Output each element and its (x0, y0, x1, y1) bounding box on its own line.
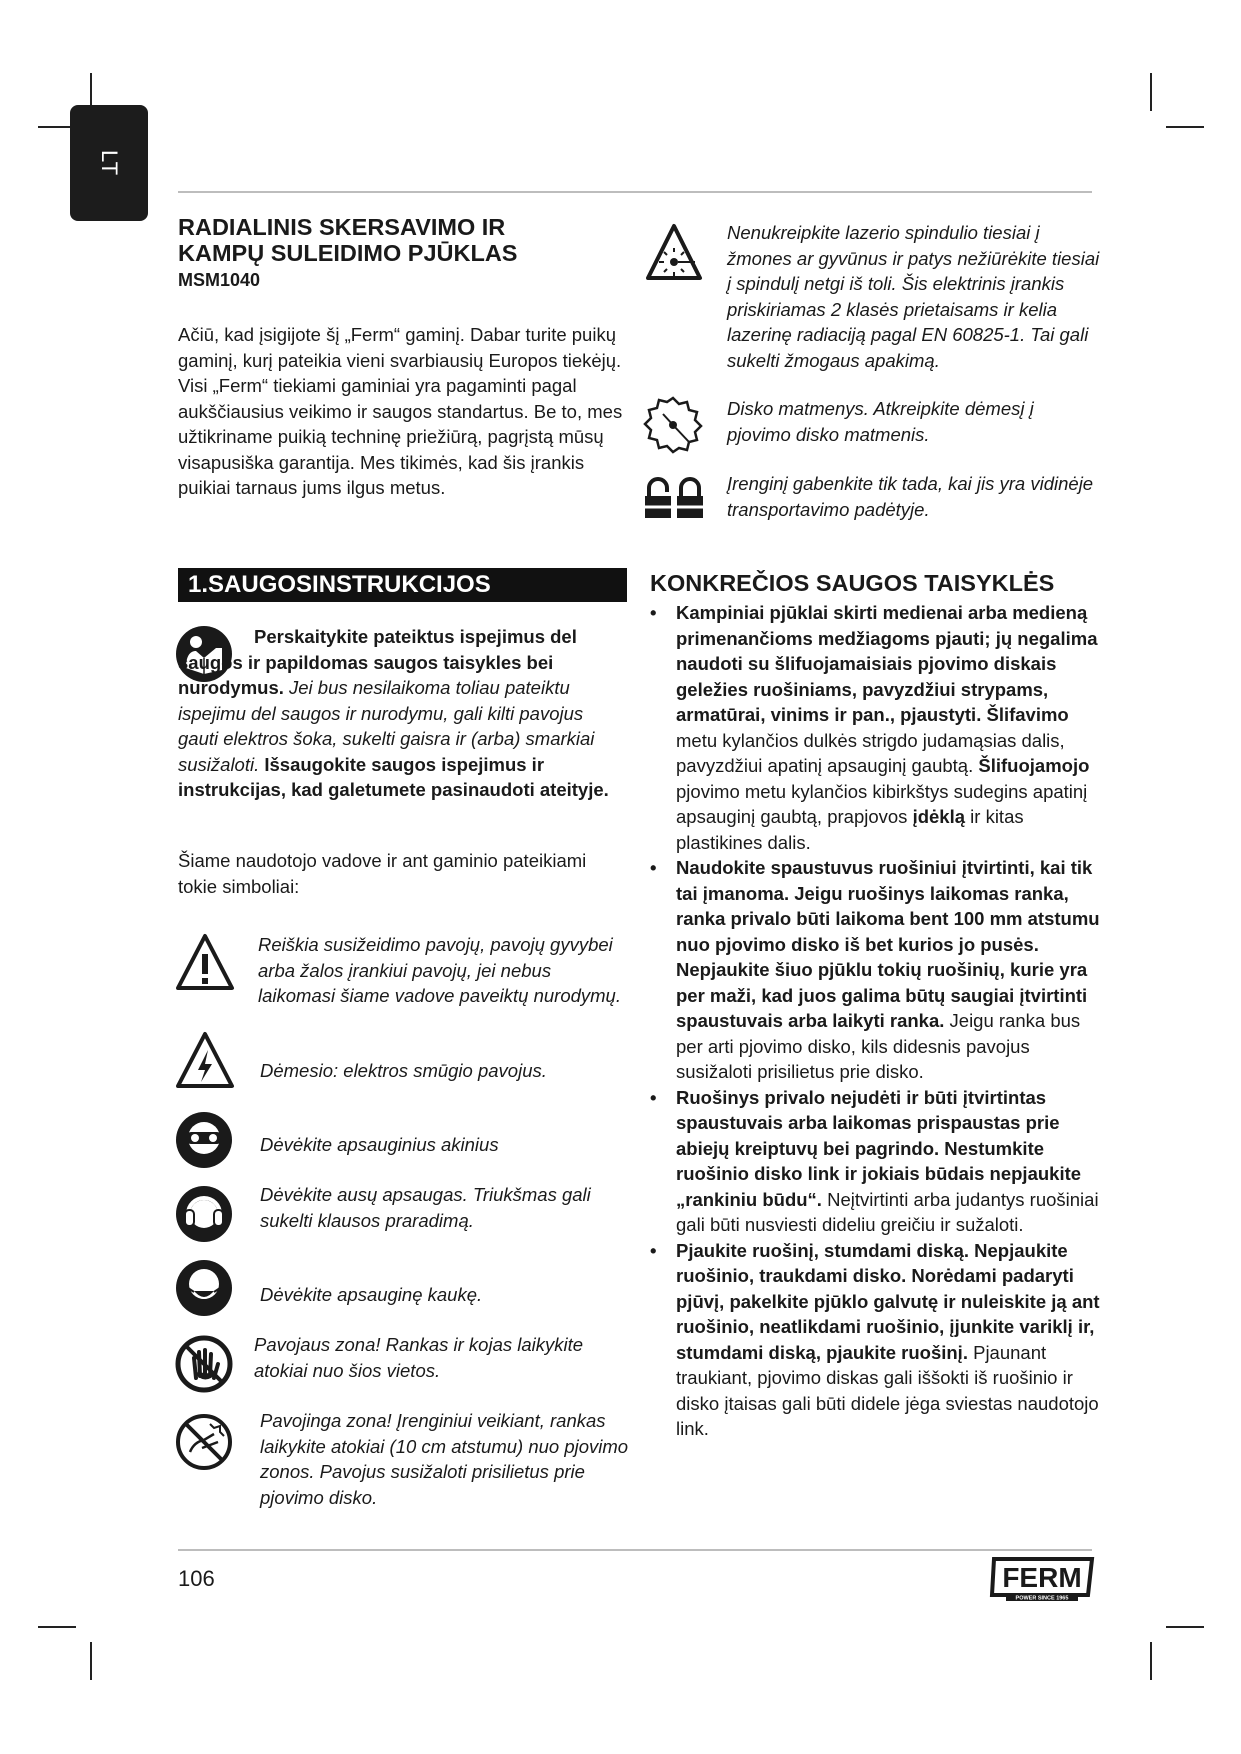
section-heading-specific-rules: KONKREČIOS SAUGOS TAISYKLĖS (650, 570, 1055, 596)
read-instructions-paragraph: Perskaitykite pateiktus ispejimus del saugos ir papildomas saugos taisykles bei nurodymus. Jei bus nesilaikoma toliau pateiktu ispejimu del saugos ir nurodymu, gali kilti pavojus gauti elektros šoka, sukelti gaisra ir (arba) smarkiai susižaloti. Išsaugokite saugos ispejimus ir instrukcijas, kad galetumete pasinaudoti ateityje. (178, 626, 609, 800)
symbols-intro-text: Šiame naudotojo vadove ir ant gaminio pateikiami tokie simboliai: (178, 850, 587, 897)
language-tab (70, 105, 148, 221)
danger-zone-text: Pavojaus zona! Rankas ir kojas laikykite atokiai nuo šios vietos. (254, 1334, 584, 1381)
list-item: • Kampiniai pjūklai skirti medienai arba medieną primenančioms medžiagoms pjauti; jų negalima naudoti su šlifuojamaisiais pjovimo diskais geležies ruošiniams, pavyzdžiui strypams, armatūrai, vinims ir pan., pjaustyti. Šlifavimo metu kylančios dulkės strigdo judamąsias dalis, pavyzdžiui apatinį apsauginį gaubtą. Šlifuojamojo pjovimo metu kylančios kibirkštys sudegins apatinį apsauginį gaubtą, prapjovos įdėklą ir kitas plastikines dalis. (650, 600, 1105, 855)
no-hands-near-blade-icon (174, 1412, 234, 1472)
crop-mark (1166, 126, 1204, 128)
crop-mark (90, 1642, 92, 1680)
specific-safety-rules-list (650, 600, 1105, 1442)
electric-shock-text: Dėmesio: elektros smūgio pavojus. (260, 1060, 547, 1081)
section-heading-safety: 1.SAUGOSINSTRUKCIJOS (178, 568, 627, 602)
laser-warning-text: Nenukreipkite lazerio spindulio tiesiai į žmones ar gyvūnus ir patys nežiūrėkite tiesiai į spindulį netgi iš toli. Šis elektrinis įrankis priskiriamas 2 klasės prietaisams ir kelia lazerinę radiaciją pagal EN 60825-1. Tai gali sukelti žmogaus apakimą. (727, 222, 1100, 371)
warning-icon (174, 932, 236, 992)
logo-tagline: POWER SINCE 1965 (1015, 1595, 1069, 1602)
transport-position-text: Įrenginį gabenkite tik tada, kai jis yra vidinėje transportavimo padėtyje. (727, 473, 1094, 520)
ear-protection-text: Dėvėkite ausų apsaugas. Triukšmas gali sukelti klausos praradimą. (260, 1184, 591, 1231)
goggles-text: Dėvėkite apsauginius akinius (260, 1134, 499, 1155)
disc-dimension-text: Disko matmenys. Atkreipkite dėmesį į pjovimo disko matmenis. (727, 398, 1034, 445)
hand-danger-zone-icon (174, 1334, 234, 1394)
model-number: MSM1040 (178, 270, 261, 290)
dust-mask-text: Dėvėkite apsauginę kaukę. (260, 1284, 483, 1305)
crop-mark (1166, 1626, 1204, 1628)
saw-disc-icon (643, 394, 703, 454)
dust-mask-icon (174, 1258, 234, 1318)
language-label: LT (97, 149, 122, 177)
safety-goggles-icon (174, 1110, 234, 1170)
bottom-divider (178, 1549, 1092, 1551)
title-line-2: KAMPŲ SULEIDIMO PJŪKLAS (178, 240, 518, 266)
crop-mark (1150, 73, 1152, 111)
title-line-1: RADIALINIS SKERSAVIMO IR (178, 214, 506, 240)
crop-mark (38, 1626, 76, 1628)
blade-danger-zone-text: Pavojinga zona! Įrenginiui veikiant, rankas laikykite atokiai (10 cm atstumu) nuo pjovimo zonos. Pavojus susižaloti prisilietus prie pjovimo disko. (260, 1410, 629, 1508)
intro-paragraph: Ačiū, kad įsigijote šį „Ferm“ gaminį. Dabar turite puikų gaminį, kurį pateikia vieni svarbiausių Europos tiekėjų. Visi „Ferm“ tiekiami gaminiai yra pagaminti pagal aukščiausius veikimo ir saugos standartus. Be to, mes užtikriname puikią techninę priežiūrą, pagrįstą mūsų visapusiška garantija. Mes tikimės, kad šis įrankis puikiai tarnaus jums ilgus metus. (178, 324, 623, 498)
ferm-logo (988, 1555, 1096, 1603)
list-item: • Pjaukite ruošinį, stumdami diską. Nepjaukite ruošinio, traukdami disko. Norėdami padaryti pjūvį, pakelkite pjūklo galvutę ir nuleiskite ją ant ruošinio, neatlikdami ruošinio, įjunkite variklį ir, stumdami diską, pjaukite ruošinį. Pjaunant traukiant, pjovimo diskas gali iššokti iš ruošinio ir disko įtaisas gali būti didele jėga sviestas naudotojo link. (650, 1238, 1105, 1442)
page-title (178, 214, 628, 266)
logo-wordmark: FERM (1002, 1562, 1082, 1593)
list-item: • Ruošinys privalo nejudėti ir būti įtvirtintas spaustuvais arba laikomas prispaustas prie abiejų kreiptuvų bei pagrindo. Nestumkite ruošinio disko link ir jokiais būdais nepjaukite „rankiniu būdu“. Neįtvirtinti arba judantys ruošiniai gali būti nusviesti dideliu greičiu ir sužaloti. (650, 1085, 1105, 1238)
warning-text: Reiškia susižeidimo pavojų, pavojų gyvybei arba žalos įrankiui pavojų, jei nebus laikomasi šiame vadove paveiktų nurodymų. (258, 934, 621, 1006)
top-divider (178, 191, 1092, 193)
crop-mark (1150, 1642, 1152, 1680)
transport-lock-icon (643, 474, 705, 520)
page-number: 106 (178, 1566, 215, 1591)
laser-warning-icon (645, 222, 703, 282)
ear-protection-icon (174, 1184, 234, 1244)
electric-shock-icon (174, 1030, 236, 1090)
list-item: • Naudokite spaustuvus ruošiniui įtvirtinti, kai tik tai įmanoma. Jeigu ruošinys laikomas ranka, ranka privalo būti laikoma bent 100 mm atstumu nuo pjovimo disko iš bet kurios jo pusės. Nepjaukite šiuo pjūklu tokių ruošinių, kurie yra per maži, kad juos galima būtų saugiai įtvirtinti spaustuvais arba laikyti ranka. Jeigu ranka bus per arti pjovimo disko, kils didesnis pavojus susižaloti prisilietus prie disko. (650, 855, 1105, 1085)
